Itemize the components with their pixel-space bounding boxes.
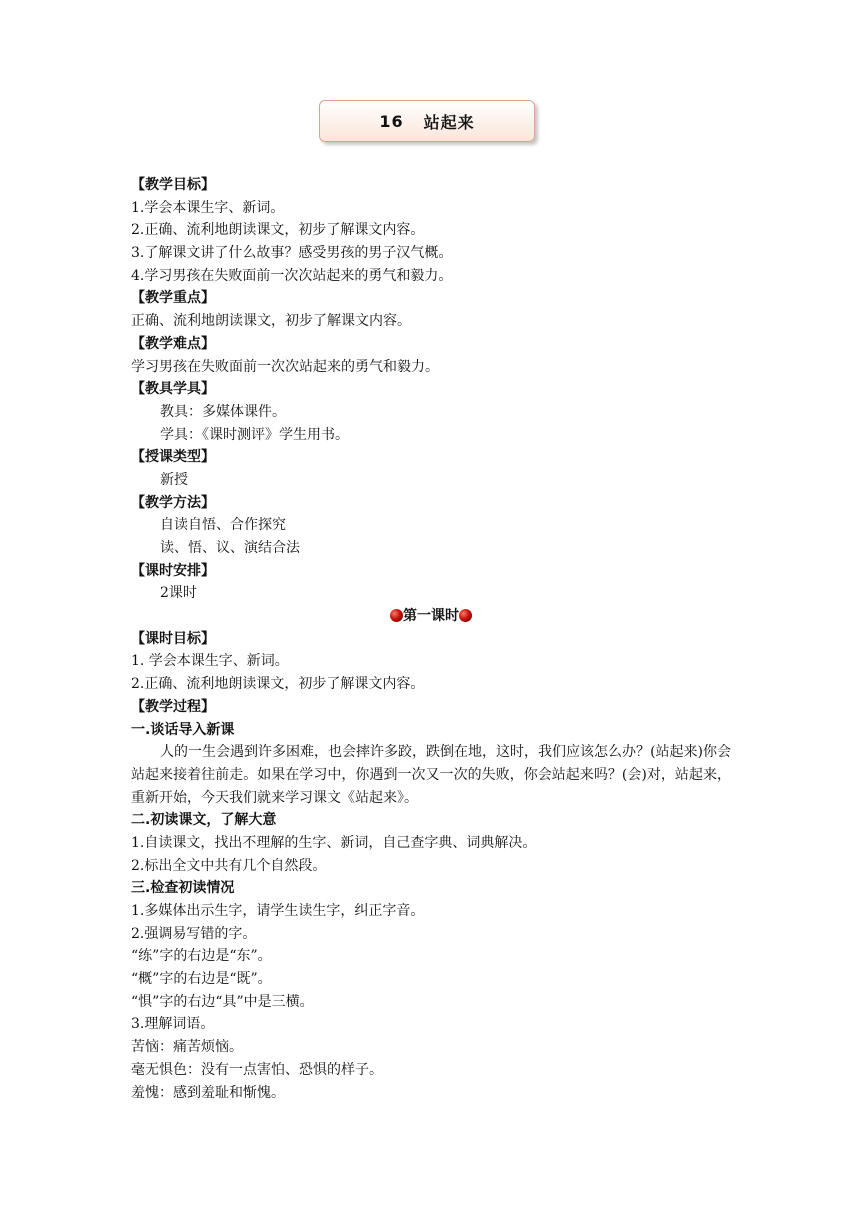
section-heading-text: 【教学方法】 (131, 494, 215, 511)
text-line: 羞愧：感到羞耻和惭愧。 (131, 1084, 285, 1101)
text-line: 2.正确、流利地朗读课文，初步了解课文内容。 (131, 676, 425, 693)
section-heading-text: 三.检查初读情况 (131, 880, 235, 897)
text-line: 学具：《课时测评》学生用书。 (160, 426, 349, 443)
document-body (131, 174, 731, 1104)
text-line: 正确、流利地朗读课文，初步了解课文内容。 (131, 313, 411, 330)
text-line: 1.学会本课生字、新词。 (131, 199, 285, 216)
section-heading-text: 【课时目标】 (131, 630, 215, 647)
section-heading-text: 【课时安排】 (131, 562, 215, 579)
lesson-title-box (319, 100, 535, 142)
section-heading-text: 【教学重点】 (131, 290, 215, 307)
red-ball-icon (390, 609, 403, 622)
text-line: 学习男孩在失败面前一次次站起来的勇气和毅力。 (131, 358, 439, 375)
lesson-overview (131, 174, 731, 605)
section-heading-text: 一.谈话导入新课 (131, 721, 235, 738)
text-line: 3.了解课文讲了什么故事？感受男孩的男子汉气概。 (131, 245, 453, 262)
text-line: 教具：多媒体课件。 (160, 403, 286, 420)
section-heading-text: 【教学过程】 (131, 698, 215, 715)
text-line: 读、悟、议、演结合法 (160, 540, 300, 556)
text-line: 1.自读课文，找出不理解的生字、新词，自己查字典、词典解决。 (131, 834, 537, 851)
section-heading (131, 605, 731, 628)
text-line: “概”字的右边是“既”。 (131, 971, 272, 988)
text-line: 2.标出全文中共有几个自然段。 (131, 857, 327, 874)
section-heading-text: 二.初读课文，了解大意 (131, 812, 277, 829)
text-line: 2课时 (160, 585, 197, 602)
period-goals (131, 628, 731, 741)
text-line: “惧”字的右边“具”中是三横。 (131, 993, 314, 1010)
intro-paragraph: 人的一生会遇到许多困难，也会摔许多跤，跌倒在地，这时，我们应该怎么办？(站起来)你会站起来接着往前走。如果在学习中，你遇到一次又一次的失败，你会站起来吗？(会)对，站起来，重新开始，今天我们就来学习课文《站起来》。 (131, 744, 731, 806)
text-line: 2.正确、流利地朗读课文，初步了解课文内容。 (131, 222, 425, 239)
text-line: 1.多媒体出示生字，请学生读生字，纠正字音。 (131, 903, 425, 920)
text-line: 毫无惧色：没有一点害怕、恐惧的样子。 (131, 1061, 383, 1078)
text-line: 1. 学会本课生字、新词。 (131, 653, 289, 670)
red-ball-icon (459, 609, 472, 622)
text-line: 4.学习男孩在失败面前一次次站起来的勇气和毅力。 (131, 267, 453, 284)
section-heading-text: 【教学难点】 (131, 335, 215, 352)
text-line: “练”字的右边是“东”。 (131, 948, 272, 965)
section-heading-text: 【教具学具】 (131, 381, 215, 398)
section-label: 第一课时 (403, 608, 459, 625)
section-heading-text: 【授课类型】 (131, 449, 215, 466)
section-heading-text: 【教学目标】 (131, 177, 215, 193)
teaching-process (131, 809, 731, 1104)
text-line: 新授 (160, 471, 188, 488)
text-line: 3.理解词语。 (131, 1016, 215, 1033)
text-line: 苦恼：痛苦烦恼。 (131, 1039, 243, 1056)
text-line: 自读自悟、合作探究 (160, 517, 286, 534)
lesson-title: 站起来 (423, 112, 475, 132)
lesson-number: 16 (379, 111, 404, 131)
text-line: 2.强调易写错的字。 (131, 925, 257, 942)
